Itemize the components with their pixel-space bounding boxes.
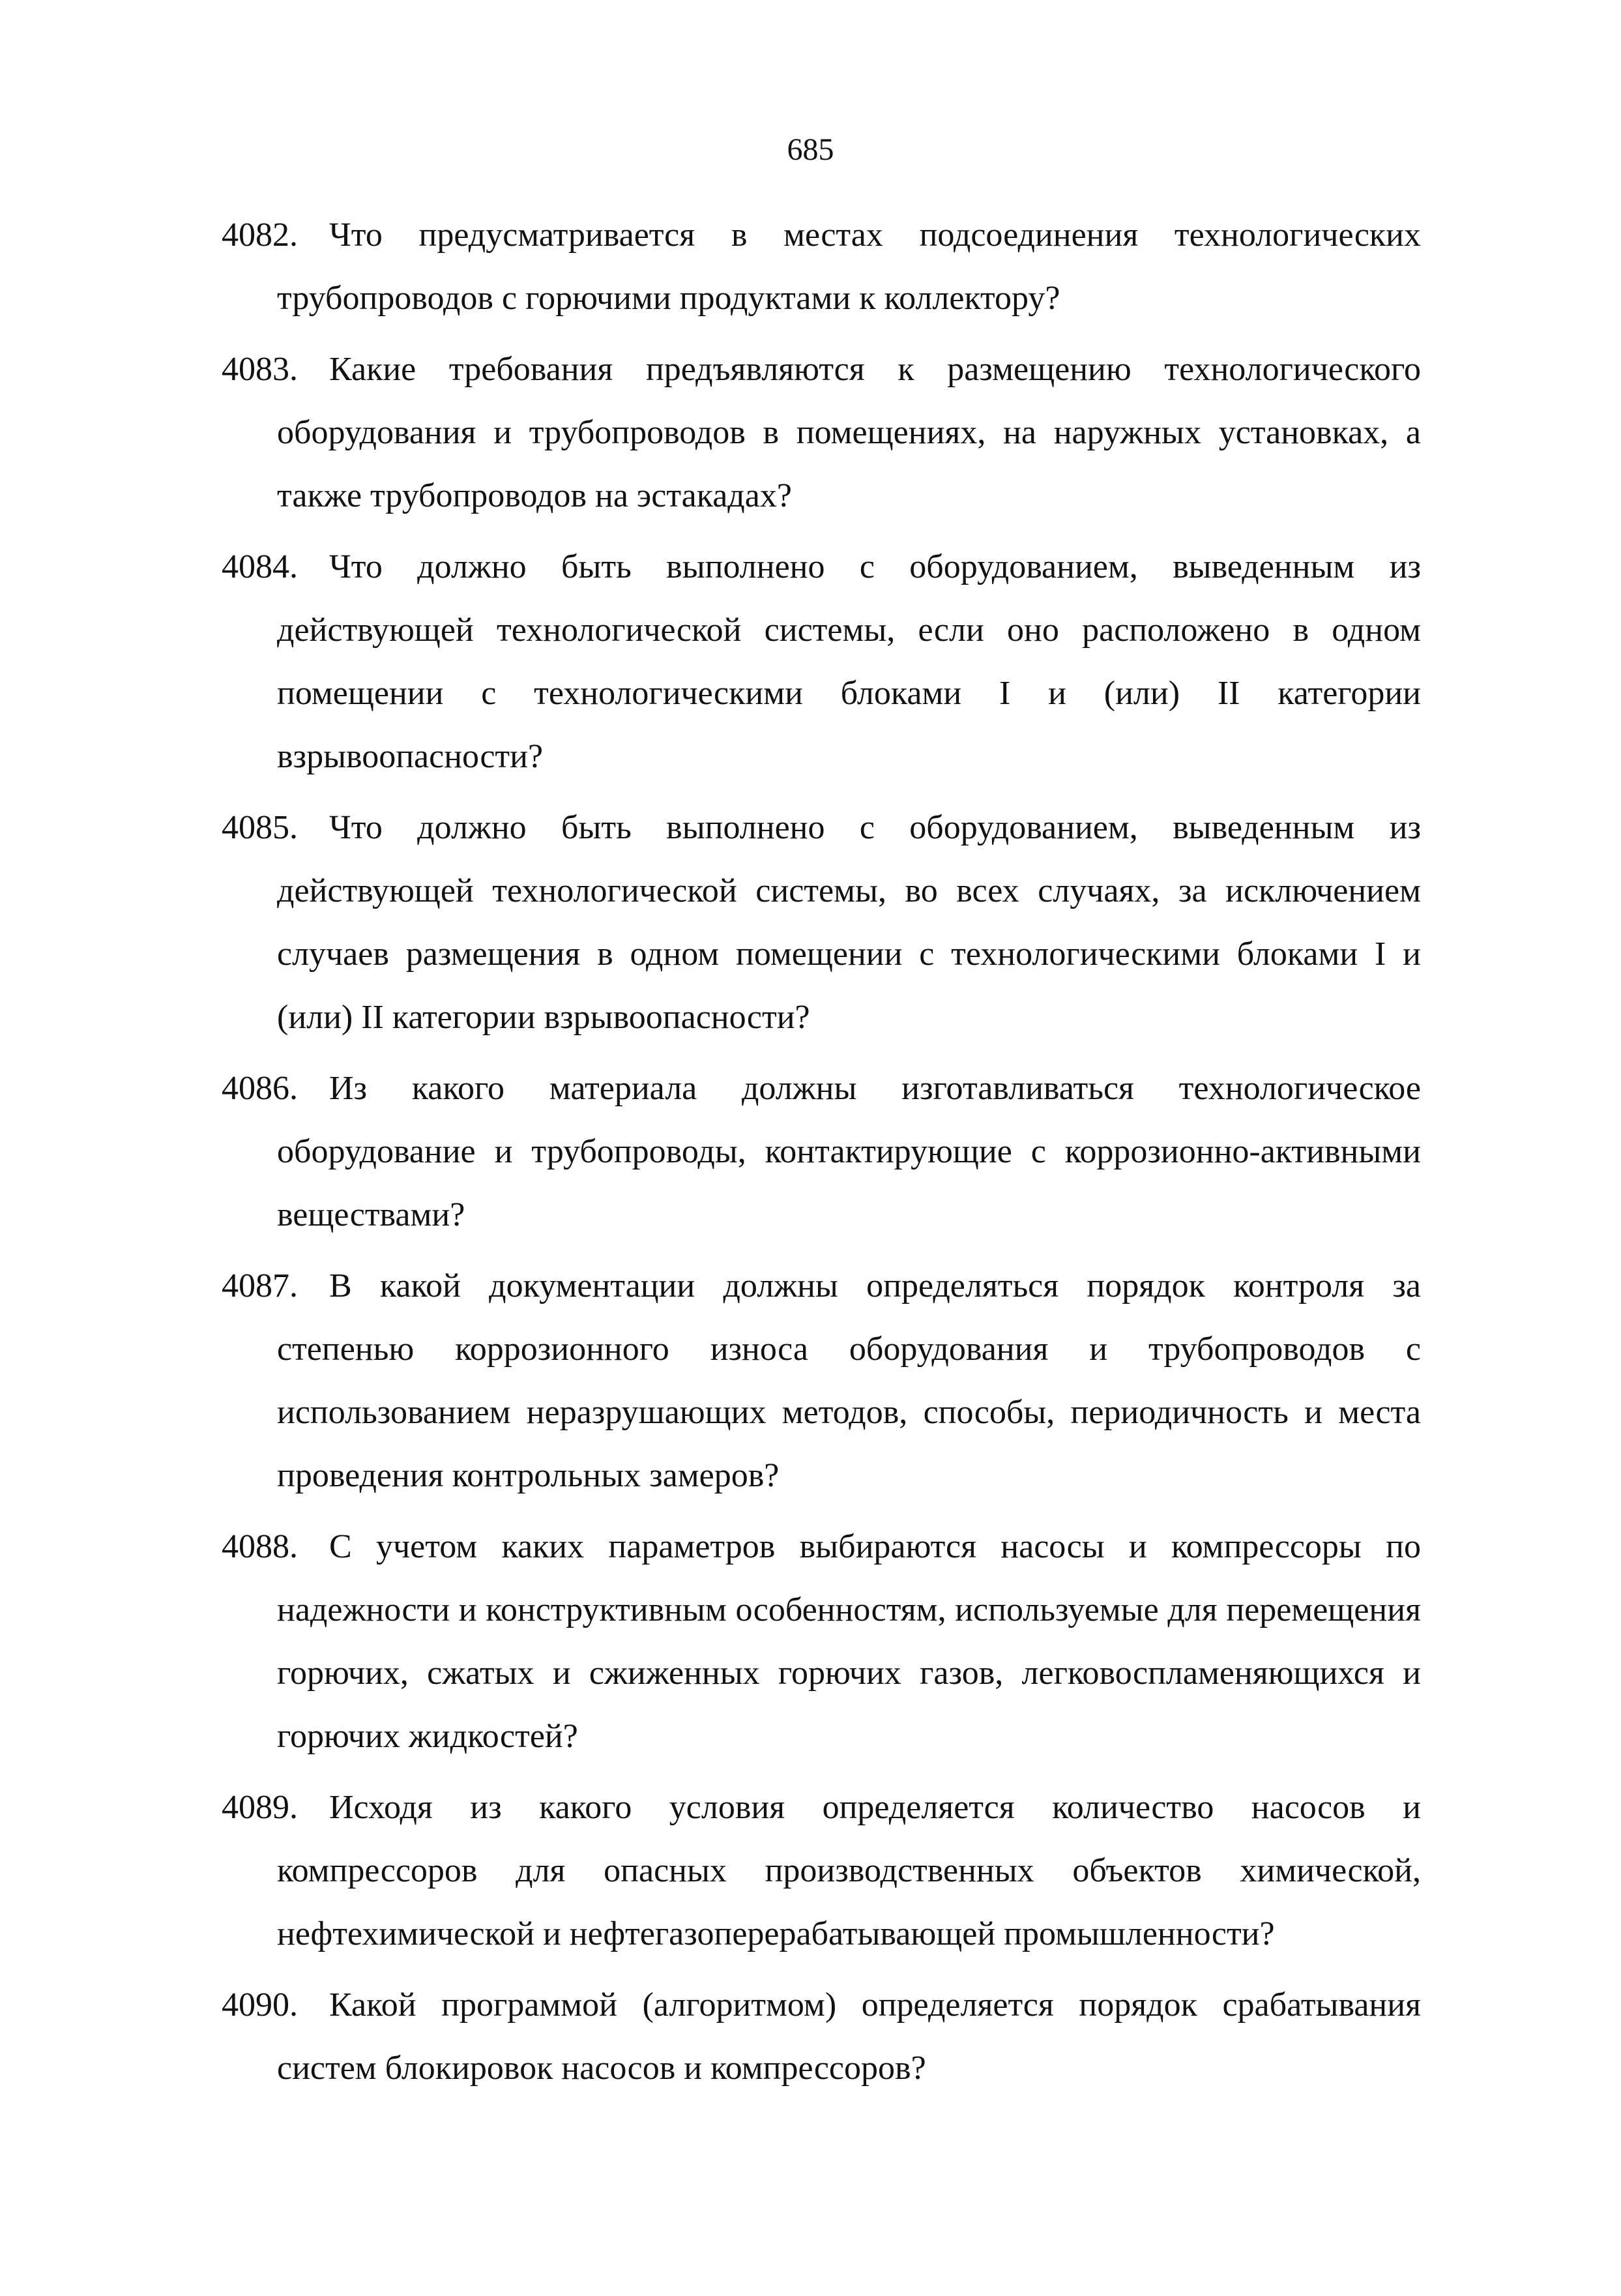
question-number: 4083.	[222, 351, 298, 388]
question-number: 4084.	[222, 548, 298, 585]
question-number: 4090.	[222, 1986, 298, 2024]
question-item	[222, 1057, 1421, 1246]
question-text: Какие требования предъявляются к размещению технологического оборудования и трубопроводов в помещениях, на наружных установках, а также трубопроводов на эстакадах?	[277, 351, 1421, 514]
question-text: Исходя из какого условия определяется количество насосов и компрессоров для опасных производственных объектов химической, нефтехимической и нефтегазоперерабатывающей промышленности?	[277, 1789, 1421, 1952]
question-item	[222, 1776, 1421, 1965]
question-text: Из какого материала должны изготавливаться технологическое оборудование и трубопроводы, контактирующие с коррозионно-активными веществами?	[277, 1070, 1421, 1233]
question-number: 4086.	[222, 1070, 298, 1107]
question-item	[222, 1254, 1421, 1507]
question-item	[222, 796, 1421, 1049]
question-item	[222, 535, 1421, 788]
question-number: 4082.	[222, 216, 298, 254]
question-text: Какой программой (алгоритмом) определяется порядок срабатывания систем блокировок насосов и компрессоров?	[277, 1986, 1421, 2087]
question-number: 4085.	[222, 809, 298, 846]
question-text: Что должно быть выполнено с оборудованием, выведенным из действующей технологической системы, во всех случаях, за исключением случаев размещения в одном помещении с технологическими блоками I и (или) II категории взрывоопасности?	[277, 809, 1421, 1036]
question-text: Что должно быть выполнено с оборудованием, выведенным из действующей технологической системы, если оно расположено в одном помещении с технологическими блоками I и (или) II категории взрывоопасности?	[277, 548, 1421, 775]
question-item	[222, 1515, 1421, 1768]
question-text: В какой документации должны определяться порядок контроля за степенью коррозионного износа оборудования и трубопроводов с использованием неразрушающих методов, способы, периодичность и места проведения контрольных замеров?	[277, 1267, 1421, 1494]
question-text: С учетом каких параметров выбираются насосы и компрессоры по надежности и конструктивным особенностям, используемые для перемещения горючих, сжатых и сжиженных горючих газов, легковоспламеняющихся и горючих жидкостей?	[277, 1528, 1421, 1755]
question-item	[222, 1973, 1421, 2100]
question-item	[222, 203, 1421, 330]
question-number: 4088.	[222, 1528, 298, 1565]
question-number: 4089.	[222, 1789, 298, 1826]
question-item	[222, 338, 1421, 527]
question-text: Что предусматривается в местах подсоединения технологических трубопроводов с горючими продуктами к коллектору?	[277, 216, 1421, 317]
question-list	[222, 203, 1421, 2108]
question-number: 4087.	[222, 1267, 298, 1304]
page-number: 685	[787, 132, 834, 167]
